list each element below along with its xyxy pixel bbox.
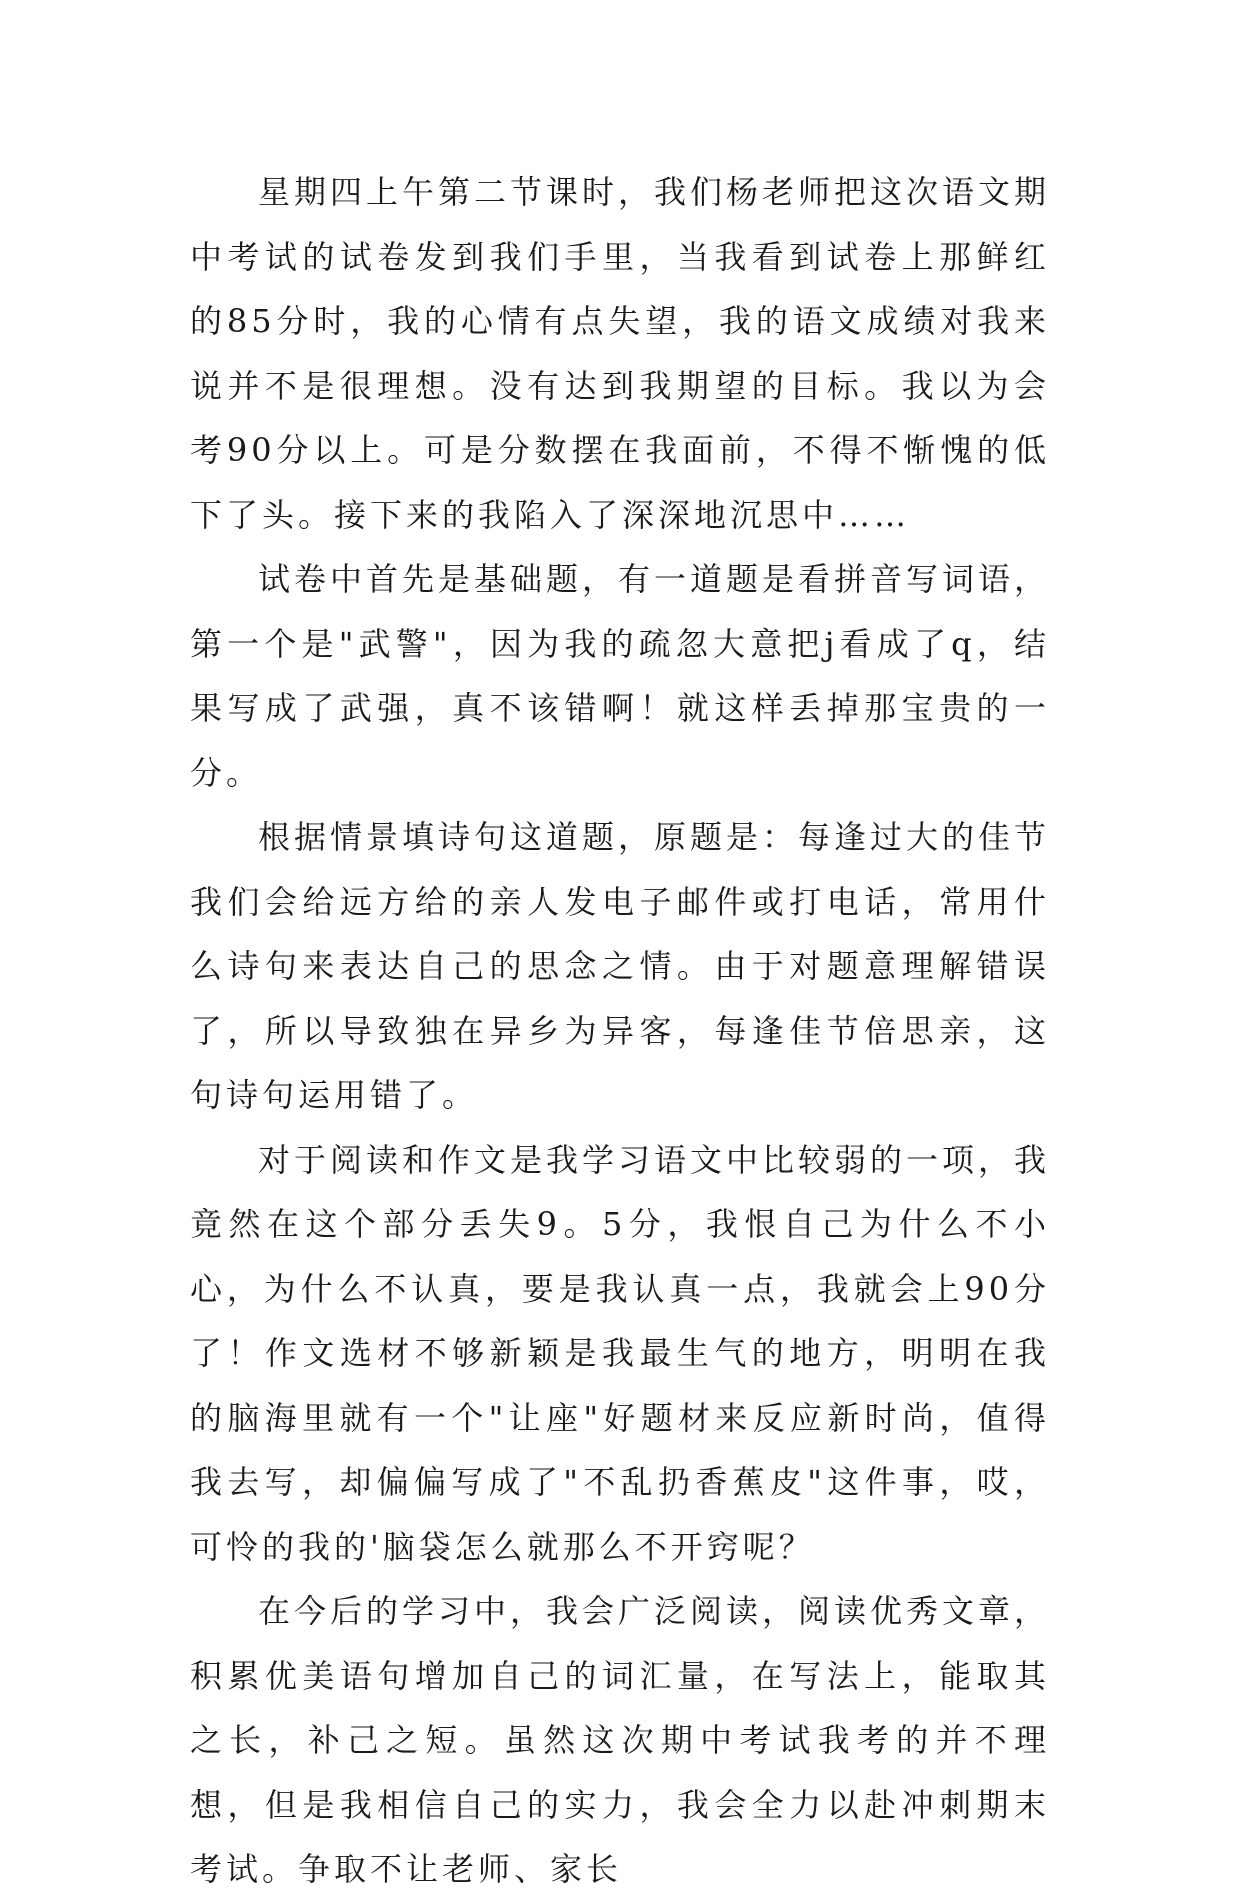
paragraph-4: 对于阅读和作文是我学习语文中比较弱的一项，我竟然在这个部分丢失9。5分，我恨自己为什么不小心，为什么不认真，要是我认真一点，我就会上90分了！作文选材不够新颖是我最生气的地方，明明在我的脑海里就有一个"让座"好题材来反应新时尚，值得我去写，却偏偏写成了"不乱扔香蕉皮"这件事，哎，可怜的我的'脑袋怎么就那么不开窍呢？ [190, 1140, 1051, 1566]
paragraph-2: 试卷中首先是基础题，有一道题是看拼音写词语，第一个是"武警"，因为我的疏忽大意把j看成了q，结果写成了武强，真不该错啊！就这样丢掉那宝贵的一分。 [190, 560, 1051, 792]
paragraph-5: 在今后的学习中，我会广泛阅读，阅读优秀文章，积累优美语句增加自己的词汇量，在写法上，能取其之长，补己之短。虽然这次期中考试我考的并不理想，但是我相信自己的实力，我会全力以赴冲刺期末考试。争取不让老师、家长 [190, 1592, 1051, 1888]
paragraph-1: 星期四上午第二节课时，我们杨老师把这次语文期中考试的试卷发到我们手里，当我看到试卷上那鲜红的85分时，我的心情有点失望，我的语文成绩对我来说并不是很理想。没有达到我期望的目标。我以为会考90分以上。可是分数摆在我面前，不得不惭愧的低下了头。接下来的我陷入了深深地沉思中…… [190, 173, 1051, 534]
document-body [190, 160, 1050, 1902]
paragraph-3: 根据情景填诗句这道题，原题是：每逢过大的佳节我们会给远方给的亲人发电子邮件或打电话，常用什么诗句来表达自己的思念之情。由于对题意理解错误了，所以导致独在异乡为异客，每逢佳节倍思亲，这句诗句运用错了。 [190, 818, 1051, 1114]
